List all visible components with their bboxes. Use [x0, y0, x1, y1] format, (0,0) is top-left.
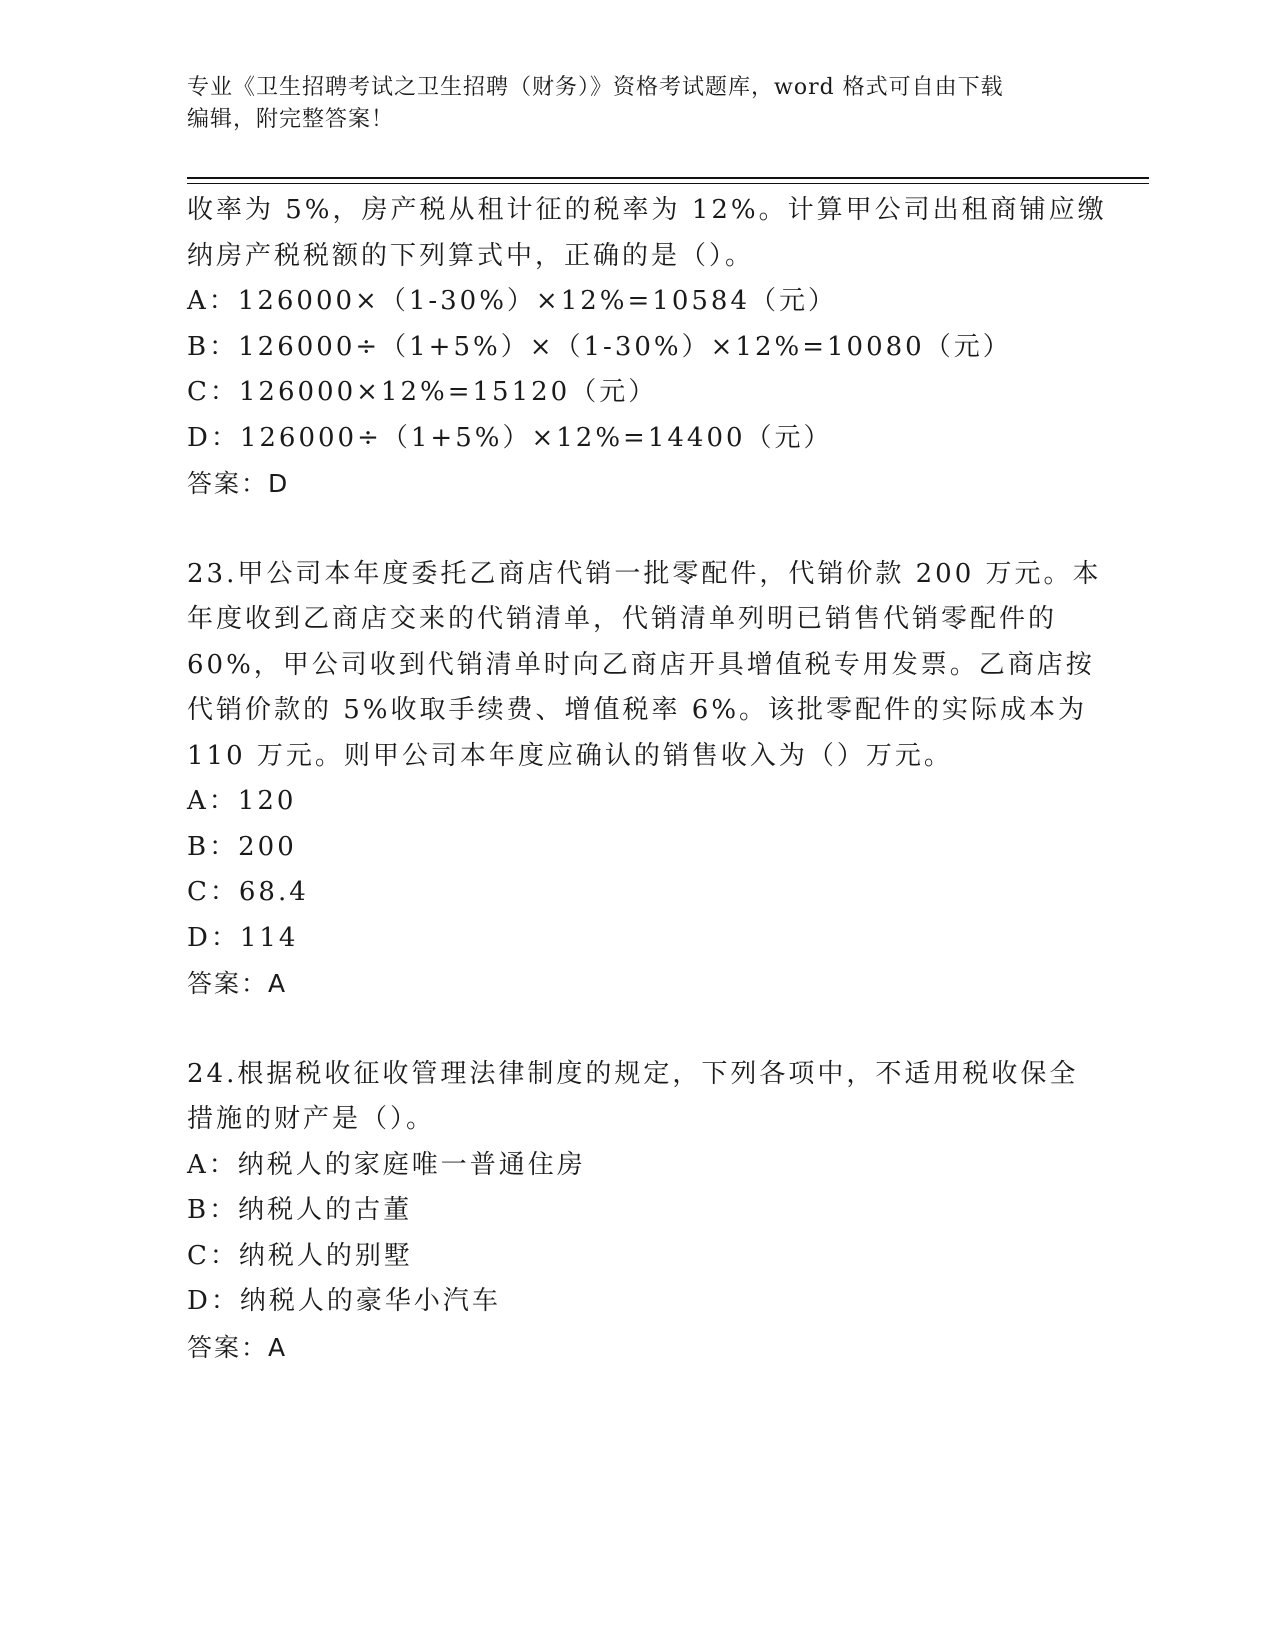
header-line-1: 专业《卫生招聘考试之卫生招聘（财务）》资格考试题库，word 格式可自由下载 — [187, 75, 1004, 100]
page-header — [187, 72, 1087, 136]
question-stem-line: 代销价款的 5%收取手续费、增值税率 6%。该批零配件的实际成本为 — [187, 695, 1088, 725]
question-23 — [187, 552, 1102, 1007]
header-divider-thin — [187, 183, 1149, 184]
answer-label: 答案：A — [187, 969, 288, 998]
question-stem-line: 措施的财产是（）。 — [187, 1104, 436, 1134]
spacer — [187, 1007, 1087, 1052]
question-stem-line: 纳房产税税额的下列算式中，正确的是（）。 — [187, 240, 755, 271]
answer-label: 答案：D — [187, 469, 290, 498]
option-a: A：120 — [187, 786, 297, 816]
question-stem-line: 收率为 5%，房产税从租计征的税率为 12%。计算甲公司出租商铺应缴 — [187, 195, 1107, 225]
option-c: C：68.4 — [187, 877, 309, 907]
answer-label: 答案：A — [187, 1332, 288, 1362]
option-b: B：126000÷（1+5%）×（1-30%）×12%=10080（元） — [187, 331, 1012, 362]
question-stem-line: 60%，甲公司收到代销清单时向乙商店开具增值税专用发票。乙商店按 — [187, 649, 1095, 680]
option-b: B：200 — [187, 831, 297, 862]
option-a: A：126000×（1-30%）×12%=10584（元） — [187, 286, 837, 316]
question-24 — [187, 1052, 1087, 1371]
spacer — [187, 507, 1087, 552]
question-stem-line: 年度收到乙商店交来的代销清单，代销清单列明已销售代销零配件的 — [187, 604, 1058, 634]
header-line-2: 编辑，附完整答案！ — [187, 107, 395, 132]
option-c: C：纳税人的别墅 — [187, 1240, 413, 1271]
question-stem-line: 24.根据税收征收管理法律制度的规定，下列各项中，不适用税收保全 — [187, 1058, 1079, 1089]
option-c: C：126000×12%=15120（元） — [187, 377, 658, 407]
option-d: D：纳税人的豪华小汽车 — [187, 1286, 501, 1316]
question-stem-line: 110 万元。则甲公司本年度应确认的销售收入为（）万元。 — [187, 740, 953, 771]
option-b: B：纳税人的古董 — [187, 1195, 413, 1225]
question-body — [187, 188, 1107, 1370]
question-stem-line: 23.甲公司本年度委托乙商店代销一批零配件，代销价款 200 万元。本 — [187, 558, 1102, 589]
option-a: A：纳税人的家庭唯一普通住房 — [187, 1149, 586, 1180]
option-d: D：126000÷（1+5%）×12%=14400（元） — [187, 422, 833, 453]
question-22 — [187, 188, 1107, 507]
option-d: D：114 — [187, 922, 299, 953]
header-divider-thick — [187, 177, 1149, 179]
